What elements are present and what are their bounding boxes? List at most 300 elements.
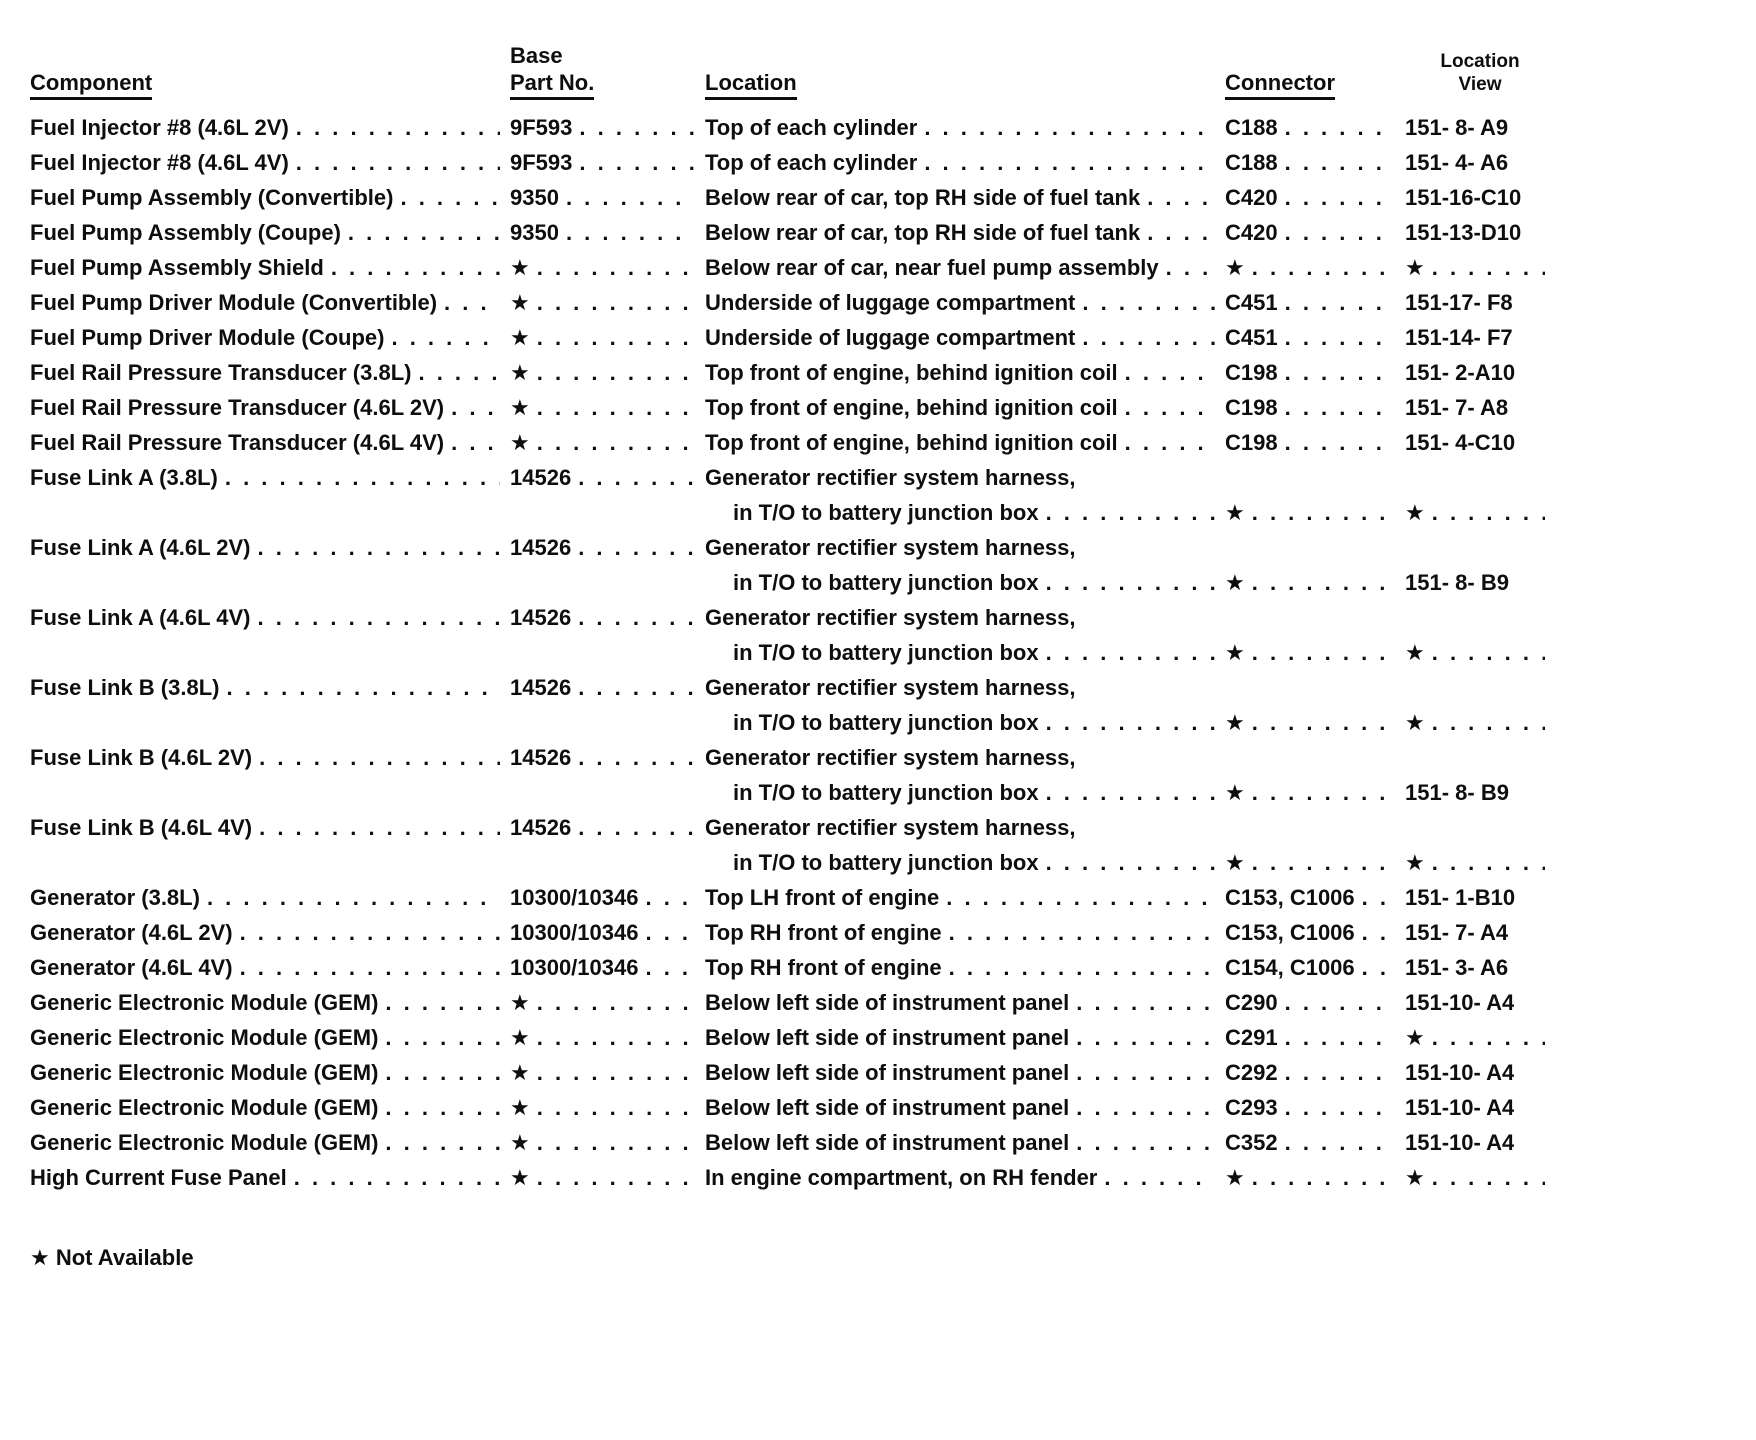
dot-leader <box>1118 425 1215 460</box>
part-no-cell-text: 14526 <box>510 535 572 560</box>
connector-cell <box>1225 180 1405 215</box>
footnote-text: ★ Not Available <box>30 1245 194 1270</box>
connector-cell-text: C420 <box>1225 185 1278 210</box>
connector-cell-text: C451 <box>1225 290 1278 315</box>
dot-leader <box>1278 145 1395 180</box>
connector-cell <box>1225 495 1405 530</box>
table-row <box>30 1090 1555 1125</box>
view-cell-text: ★ <box>1405 640 1425 665</box>
dot-leader <box>378 985 500 1020</box>
view-cell <box>1405 1160 1555 1195</box>
dot-leader <box>571 600 695 635</box>
dot-leader <box>1278 355 1395 390</box>
connector-cell <box>1225 355 1405 390</box>
dot-leader <box>1245 250 1395 285</box>
dot-leader <box>341 215 500 250</box>
dot-leader <box>917 145 1215 180</box>
location-cont-cell-text: in T/O to battery junction box <box>733 640 1039 665</box>
location-cell <box>705 600 1225 635</box>
table-row <box>30 460 1555 495</box>
dot-leader <box>1278 320 1395 355</box>
location-cell <box>705 1020 1225 1055</box>
table-row <box>30 880 1555 915</box>
component-cell <box>30 670 510 705</box>
connector-cell <box>1225 915 1405 950</box>
component-cell <box>30 215 510 250</box>
location-cell-text: Generator rectifier system harness, <box>705 675 1076 700</box>
dot-leader <box>1039 565 1215 600</box>
part-no-cell <box>510 950 705 985</box>
table-row <box>30 845 1555 880</box>
part-no-cell <box>510 145 705 180</box>
table-row <box>30 740 1555 775</box>
location-cont-cell <box>705 495 1225 530</box>
dot-leader <box>1425 635 1545 670</box>
view-cell <box>1405 845 1555 880</box>
dot-leader <box>411 355 500 390</box>
connector-cell <box>1225 705 1405 740</box>
part-no-cell-text: ★ <box>510 255 530 280</box>
connector-cell-text: ★ <box>1225 850 1245 875</box>
dot-leader <box>1140 180 1215 215</box>
view-cell <box>1405 145 1555 180</box>
location-cont-cell-text: in T/O to battery junction box <box>733 500 1039 525</box>
dot-leader <box>233 915 500 950</box>
component-cell <box>30 1125 510 1160</box>
part-no-cell <box>510 425 705 460</box>
view-cell <box>1405 880 1555 915</box>
dot-leader <box>219 670 500 705</box>
location-cell <box>705 950 1225 985</box>
dot-leader <box>1425 495 1545 530</box>
part-no-cell <box>510 495 705 530</box>
part-no-cell-text: 14526 <box>510 605 572 630</box>
part-no-cell <box>510 985 705 1020</box>
header-component <box>30 69 510 100</box>
connector-cell-text: C293 <box>1225 1095 1278 1120</box>
location-cell-text: Top of each cylinder <box>705 150 918 175</box>
component-cell <box>30 775 510 810</box>
component-cell-text: Generator (4.6L 4V) <box>30 955 233 980</box>
table-row <box>30 320 1555 355</box>
component-cell-text: Generic Electronic Module (GEM) <box>30 990 379 1015</box>
view-cell-text: ★ <box>1405 500 1425 525</box>
location-cell <box>705 110 1225 145</box>
location-cell-text: Generator rectifier system harness, <box>705 465 1076 490</box>
component-cell <box>30 180 510 215</box>
view-cell-text: ★ <box>1405 710 1425 735</box>
dot-leader <box>1140 215 1215 250</box>
location-cell <box>705 740 1225 775</box>
component-cell <box>30 530 510 565</box>
location-cell <box>705 915 1225 950</box>
table-row <box>30 390 1555 425</box>
part-no-cell <box>510 635 705 670</box>
component-cell-text: Generator (3.8L) <box>30 885 200 910</box>
connector-cell <box>1225 425 1405 460</box>
component-cell-text: Generic Electronic Module (GEM) <box>30 1025 379 1050</box>
header-view-line2: View <box>1458 74 1502 95</box>
table-row <box>30 810 1555 845</box>
view-cell <box>1405 565 1555 600</box>
dot-leader <box>1425 250 1545 285</box>
component-cell <box>30 320 510 355</box>
view-cell-text: 151-16-C10 <box>1405 185 1522 210</box>
location-cont-cell <box>705 775 1225 810</box>
connector-cell-text: C352 <box>1225 1130 1278 1155</box>
location-cell-text: Below left side of instrument panel <box>705 990 1070 1015</box>
dot-leader <box>444 390 500 425</box>
location-cell-text: Below rear of car, top RH side of fuel tank <box>705 185 1141 210</box>
component-cell <box>30 390 510 425</box>
header-location-label: Location <box>705 69 797 100</box>
connector-cell <box>1225 1055 1405 1090</box>
dot-leader <box>559 215 695 250</box>
component-cell <box>30 285 510 320</box>
dot-leader <box>1355 950 1395 985</box>
table-row <box>30 355 1555 390</box>
part-no-cell-text: ★ <box>510 360 530 385</box>
table-row <box>30 1160 1555 1195</box>
table-row <box>30 565 1555 600</box>
location-cell-text: Top RH front of engine <box>705 920 942 945</box>
dot-leader <box>384 320 500 355</box>
part-no-cell-text: 14526 <box>510 675 572 700</box>
connector-cell-text: ★ <box>1225 780 1245 805</box>
connector-cell-text: C420 <box>1225 220 1278 245</box>
view-cell <box>1405 915 1555 950</box>
view-cell-text: 151- 8- A9 <box>1405 115 1509 140</box>
component-cell <box>30 250 510 285</box>
connector-cell-text: C291 <box>1225 1025 1278 1050</box>
part-no-cell <box>510 530 705 565</box>
part-no-cell <box>510 1020 705 1055</box>
part-no-cell-text: ★ <box>510 290 530 315</box>
part-no-cell <box>510 215 705 250</box>
dot-leader <box>250 530 500 565</box>
component-cell-text: Fuse Link A (4.6L 4V) <box>30 605 251 630</box>
part-no-cell <box>510 670 705 705</box>
view-cell <box>1405 215 1555 250</box>
view-cell <box>1405 425 1555 460</box>
part-no-cell-text: 9350 <box>510 220 559 245</box>
view-cell <box>1405 180 1555 215</box>
view-cell <box>1405 635 1555 670</box>
connector-cell <box>1225 1160 1405 1195</box>
connector-cell-text: C153, C1006 <box>1225 920 1355 945</box>
view-cell-text: 151- 4- A6 <box>1405 150 1509 175</box>
dot-leader <box>1278 985 1395 1020</box>
component-cell <box>30 495 510 530</box>
dot-leader <box>559 180 695 215</box>
component-cell-text: Fuel Rail Pressure Transducer (4.6L 4V) <box>30 430 445 455</box>
connector-cell <box>1225 880 1405 915</box>
connector-cell-text: C451 <box>1225 325 1278 350</box>
location-cell-text: Below left side of instrument panel <box>705 1095 1070 1120</box>
location-cell-text: Top LH front of engine <box>705 885 940 910</box>
location-cell-text: Top front of engine, behind ignition coil <box>705 395 1118 420</box>
part-no-cell-text: ★ <box>510 1095 530 1120</box>
dot-leader <box>530 425 695 460</box>
dot-leader <box>444 425 500 460</box>
dot-leader <box>1425 705 1545 740</box>
component-cell-text: Fuse Link A (4.6L 2V) <box>30 535 251 560</box>
location-cell-text: Top of each cylinder <box>705 115 918 140</box>
dot-leader <box>1097 1160 1215 1195</box>
dot-leader <box>572 145 695 180</box>
part-no-cell-text: ★ <box>510 325 530 350</box>
dot-leader <box>1039 775 1215 810</box>
location-cell-text: Top front of engine, behind ignition coil <box>705 430 1118 455</box>
dot-leader <box>530 1090 695 1125</box>
dot-leader <box>1425 845 1545 880</box>
table-row <box>30 530 1555 565</box>
location-cont-cell-text: in T/O to battery junction box <box>733 780 1039 805</box>
location-cell <box>705 1125 1225 1160</box>
table-row <box>30 425 1555 460</box>
part-no-cell <box>510 775 705 810</box>
part-no-cell-text: 10300/10346 <box>510 885 639 910</box>
dot-leader <box>530 320 695 355</box>
component-cell-text: High Current Fuse Panel <box>30 1165 287 1190</box>
component-cell-text: Fuel Pump Driver Module (Coupe) <box>30 325 385 350</box>
part-no-cell-text: 9F593 <box>510 115 573 140</box>
location-cont-cell-text: in T/O to battery junction box <box>733 570 1039 595</box>
connector-cell <box>1225 1090 1405 1125</box>
view-cell-text: 151-10- A4 <box>1405 1060 1515 1085</box>
header-location-view <box>1405 50 1555 100</box>
dot-leader <box>289 145 500 180</box>
connector-cell <box>1225 845 1405 880</box>
connector-cell-text: ★ <box>1225 500 1245 525</box>
component-cell-text: Generic Electronic Module (GEM) <box>30 1130 379 1155</box>
view-cell <box>1405 705 1555 740</box>
dot-leader <box>942 950 1215 985</box>
component-cell-text: Fuel Pump Assembly Shield <box>30 255 324 280</box>
component-cell <box>30 565 510 600</box>
dot-leader <box>1278 110 1395 145</box>
part-no-cell <box>510 250 705 285</box>
dot-leader <box>530 390 695 425</box>
dot-leader <box>287 1160 500 1195</box>
location-cell <box>705 670 1225 705</box>
dot-leader <box>1278 425 1395 460</box>
location-cell <box>705 1160 1225 1195</box>
component-table-body <box>30 110 1756 1195</box>
dot-leader <box>1425 1160 1545 1195</box>
connector-cell <box>1225 110 1405 145</box>
table-row <box>30 775 1555 810</box>
part-no-cell-text: 9350 <box>510 185 559 210</box>
part-no-cell <box>510 390 705 425</box>
location-cell-text: Generator rectifier system harness, <box>705 815 1076 840</box>
component-cell <box>30 950 510 985</box>
table-row <box>30 285 1555 320</box>
header-connector <box>1225 69 1405 100</box>
table-row <box>30 985 1555 1020</box>
dot-leader <box>1159 250 1215 285</box>
table-row <box>30 705 1555 740</box>
view-cell-text: 151-10- A4 <box>1405 990 1515 1015</box>
component-cell <box>30 810 510 845</box>
location-cell-text: Underside of luggage compartment <box>705 325 1076 350</box>
dot-leader <box>437 285 500 320</box>
component-cell-text: Fuel Pump Assembly (Coupe) <box>30 220 341 245</box>
header-part-no <box>510 42 705 100</box>
dot-leader <box>378 1090 500 1125</box>
view-cell <box>1405 1020 1555 1055</box>
dot-leader <box>218 460 500 495</box>
part-no-cell <box>510 880 705 915</box>
view-cell <box>1405 250 1555 285</box>
table-row <box>30 110 1555 145</box>
part-no-cell-text: 9F593 <box>510 150 573 175</box>
component-cell-text: Generic Electronic Module (GEM) <box>30 1060 379 1085</box>
dot-leader <box>1278 215 1395 250</box>
table-row <box>30 145 1555 180</box>
view-cell-text: ★ <box>1405 255 1425 280</box>
component-cell-text: Fuse Link A (3.8L) <box>30 465 218 490</box>
dot-leader <box>572 110 695 145</box>
dot-leader <box>1355 880 1395 915</box>
part-no-cell <box>510 565 705 600</box>
dot-leader <box>1245 495 1395 530</box>
component-cell-text: Generator (4.6L 2V) <box>30 920 233 945</box>
view-cell <box>1405 110 1555 145</box>
dot-leader <box>1278 390 1395 425</box>
dot-leader <box>571 670 695 705</box>
location-cell <box>705 810 1225 845</box>
component-cell <box>30 1055 510 1090</box>
component-cell <box>30 845 510 880</box>
part-no-cell <box>510 705 705 740</box>
dot-leader <box>530 285 695 320</box>
dot-leader <box>1069 1055 1215 1090</box>
connector-cell-text: ★ <box>1225 255 1245 280</box>
part-no-cell-text: ★ <box>510 1025 530 1050</box>
component-cell <box>30 460 510 495</box>
part-no-cell <box>510 810 705 845</box>
dot-leader <box>942 915 1215 950</box>
dot-leader <box>1069 1020 1215 1055</box>
component-cell-text: Fuel Injector #8 (4.6L 2V) <box>30 115 289 140</box>
component-cell <box>30 355 510 390</box>
dot-leader <box>1278 1055 1395 1090</box>
dot-leader <box>1245 565 1395 600</box>
part-no-cell <box>510 1055 705 1090</box>
view-cell-text: 151-17- F8 <box>1405 290 1513 315</box>
dot-leader <box>233 950 500 985</box>
connector-cell <box>1225 565 1405 600</box>
dot-leader <box>530 355 695 390</box>
part-no-cell-text: ★ <box>510 990 530 1015</box>
dot-leader <box>1039 495 1215 530</box>
connector-cell <box>1225 250 1405 285</box>
location-cont-cell-text: in T/O to battery junction box <box>733 710 1039 735</box>
connector-cell <box>1225 985 1405 1020</box>
header-location <box>705 69 1225 100</box>
dot-leader <box>1245 705 1395 740</box>
dot-leader <box>378 1055 500 1090</box>
dot-leader <box>530 1125 695 1160</box>
dot-leader <box>939 880 1215 915</box>
dot-leader <box>1245 1160 1395 1195</box>
table-row <box>30 1020 1555 1055</box>
part-no-cell <box>510 1090 705 1125</box>
location-cont-cell <box>705 705 1225 740</box>
dot-leader <box>1355 915 1395 950</box>
part-no-cell <box>510 285 705 320</box>
component-cell <box>30 635 510 670</box>
table-row <box>30 600 1555 635</box>
connector-cell-text: ★ <box>1225 570 1245 595</box>
component-cell <box>30 145 510 180</box>
table-row <box>30 1055 1555 1090</box>
component-cell-text: Generic Electronic Module (GEM) <box>30 1095 379 1120</box>
location-cell <box>705 1055 1225 1090</box>
dot-leader <box>638 880 695 915</box>
connector-cell-text: C188 <box>1225 115 1278 140</box>
part-no-cell-text: 10300/10346 <box>510 955 639 980</box>
connector-cell <box>1225 390 1405 425</box>
location-cell-text: Underside of luggage compartment <box>705 290 1076 315</box>
part-no-cell-text: 14526 <box>510 465 572 490</box>
view-cell-text: 151-13-D10 <box>1405 220 1522 245</box>
view-cell <box>1405 355 1555 390</box>
dot-leader <box>530 1055 695 1090</box>
view-cell-text: 151- 8- B9 <box>1405 780 1509 805</box>
connector-cell-text: C292 <box>1225 1060 1278 1085</box>
connector-cell-text: C188 <box>1225 150 1278 175</box>
dot-leader <box>1118 390 1215 425</box>
table-row <box>30 215 1555 250</box>
part-no-cell <box>510 600 705 635</box>
dot-leader <box>1069 1125 1215 1160</box>
connector-cell-text: C198 <box>1225 360 1278 385</box>
location-cell-text: Below left side of instrument panel <box>705 1130 1070 1155</box>
dot-leader <box>1245 775 1395 810</box>
table-row <box>30 635 1555 670</box>
component-cell-text: Fuel Injector #8 (4.6L 4V) <box>30 150 289 175</box>
dot-leader <box>1425 1020 1545 1055</box>
dot-leader <box>378 1125 500 1160</box>
dot-leader <box>530 1020 695 1055</box>
dot-leader <box>378 1020 500 1055</box>
location-cell <box>705 145 1225 180</box>
view-cell <box>1405 285 1555 320</box>
part-no-cell <box>510 460 705 495</box>
view-cell-text: 151-10- A4 <box>1405 1095 1515 1120</box>
connector-cell-text: C198 <box>1225 430 1278 455</box>
part-no-cell <box>510 915 705 950</box>
view-cell-text: ★ <box>1405 850 1425 875</box>
location-cell-text: Generator rectifier system harness, <box>705 535 1076 560</box>
dot-leader <box>250 600 500 635</box>
connector-cell-text: C154, C1006 <box>1225 955 1355 980</box>
dot-leader <box>393 180 500 215</box>
view-cell <box>1405 950 1555 985</box>
table-row <box>30 670 1555 705</box>
component-cell-text: Fuel Pump Driver Module (Convertible) <box>30 290 438 315</box>
header-part-line1: Base <box>510 43 563 68</box>
dot-leader <box>1278 285 1395 320</box>
dot-leader <box>1039 635 1215 670</box>
dot-leader <box>571 460 695 495</box>
location-cell <box>705 180 1225 215</box>
part-no-cell-text: ★ <box>510 1130 530 1155</box>
component-cell <box>30 915 510 950</box>
location-cell-text: Generator rectifier system harness, <box>705 605 1076 630</box>
